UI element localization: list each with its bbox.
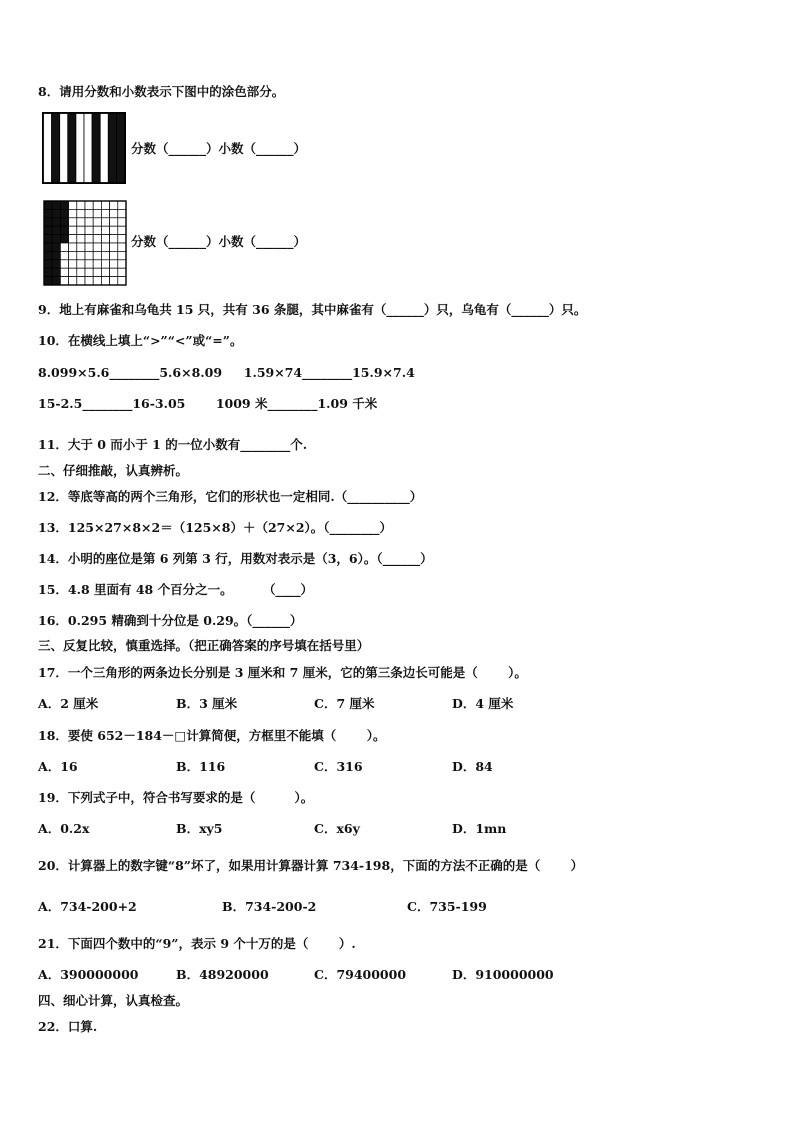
question-18-option-b: B．116 xyxy=(176,759,226,774)
question-19-option-a: A．0.2x xyxy=(38,821,90,836)
grid-figure xyxy=(43,200,127,286)
grid-cell xyxy=(60,218,68,226)
grid-cell xyxy=(118,226,126,234)
grid-cell xyxy=(69,268,77,276)
stripe-column xyxy=(68,114,76,183)
stripe-column xyxy=(100,114,108,183)
grid-cell xyxy=(110,226,118,234)
grid-cell xyxy=(77,268,85,276)
grid-cell xyxy=(101,277,109,285)
grid-cell xyxy=(60,243,68,251)
grid-cell xyxy=(93,235,101,243)
grid-cell xyxy=(52,209,60,217)
grid-cell xyxy=(85,243,93,251)
question-12-text: 12．等底等高的两个三角形，它们的形状也一定相同.（__________） xyxy=(38,489,423,504)
question-19-text: 19．下列式子中，符合书写要求的是（ ）。 xyxy=(38,790,314,805)
grid-cell xyxy=(52,243,60,251)
question-18-option-c: C．316 xyxy=(314,759,363,774)
grid-cell xyxy=(77,226,85,234)
grid-cell xyxy=(44,260,52,268)
grid-cell xyxy=(110,209,118,217)
question-17-option-c: C．7 厘米 xyxy=(314,696,375,711)
question-20-text: 20．计算器上的数字键“8”坏了，如果用计算器计算 734-198，下面的方法不正确的是（ ） xyxy=(38,858,584,873)
grid-cell xyxy=(77,251,85,259)
question-21-text: 21．下面四个数中的“9”，表示 9 个十万的是（ ）. xyxy=(38,936,356,951)
question-10-text: 10．在横线上填上“>”“<”或“=”。 xyxy=(38,333,243,348)
grid-cell xyxy=(77,201,85,209)
grid-cell xyxy=(93,251,101,259)
grid-cell xyxy=(69,201,77,209)
question-19-option-d: D．1mn xyxy=(452,821,507,836)
grid-cell xyxy=(77,277,85,285)
grid-cell xyxy=(44,235,52,243)
grid-cell xyxy=(118,243,126,251)
grid-cell xyxy=(77,235,85,243)
question-18-text: 18．要使 652－184－□计算简便，方框里不能填（ ）。 xyxy=(38,728,386,743)
grid-cell xyxy=(52,268,60,276)
grid-cell xyxy=(118,209,126,217)
stripe-column xyxy=(76,114,84,183)
question-14-text: 14．小明的座位是第 6 列第 3 行，用数对表示是（3，6）。（______） xyxy=(38,551,433,566)
grid-cell xyxy=(93,209,101,217)
grid-cell xyxy=(44,226,52,234)
question-10-row1: 8.099×5.6________5.6×8.09 1.59×74________15.9×7.4 xyxy=(38,365,415,380)
grid-cell xyxy=(44,218,52,226)
grid-cell xyxy=(110,218,118,226)
grid-cell xyxy=(85,260,93,268)
grid-cell xyxy=(52,260,60,268)
section-4-heading: 四、细心计算，认真检查。 xyxy=(38,993,189,1008)
grid-cell xyxy=(101,218,109,226)
grid-cell xyxy=(93,243,101,251)
grid-cell xyxy=(118,201,126,209)
question-17-option-a: A．2 厘米 xyxy=(38,696,99,711)
grid-cell xyxy=(69,277,77,285)
grid-cell xyxy=(60,226,68,234)
grid-cell xyxy=(52,235,60,243)
grid-cell xyxy=(69,260,77,268)
question-17-option-d: D．4 厘米 xyxy=(452,696,514,711)
question-16-text: 16．0.295 精确到十分位是 0.29。（______） xyxy=(38,613,303,628)
grid-cell xyxy=(118,235,126,243)
grid-cell xyxy=(69,243,77,251)
question-20-option-b: B．734-200-2 xyxy=(222,899,317,914)
grid-cell xyxy=(69,218,77,226)
grid-cell xyxy=(93,277,101,285)
grid-cell xyxy=(118,277,126,285)
question-21-option-a: A．390000000 xyxy=(38,967,139,982)
stripe-column xyxy=(84,114,92,183)
stripe-column xyxy=(116,114,124,183)
grid-cell xyxy=(69,235,77,243)
grid-cell xyxy=(52,251,60,259)
question-15-text: 15．4.8 里面有 48 个百分之一。 （____） xyxy=(38,582,314,597)
question-18-option-d: D．84 xyxy=(452,759,493,774)
grid-cell xyxy=(85,268,93,276)
question-17-option-b: B．3 厘米 xyxy=(176,696,238,711)
grid-cell xyxy=(60,268,68,276)
grid-cell xyxy=(101,226,109,234)
stripe-column xyxy=(92,114,100,183)
grid-cell xyxy=(110,235,118,243)
grid-cell xyxy=(101,209,109,217)
grid-cell xyxy=(93,260,101,268)
grid-cell xyxy=(44,277,52,285)
grid-cell xyxy=(77,243,85,251)
grid-cell xyxy=(77,260,85,268)
question-21-option-c: C．79400000 xyxy=(314,967,407,982)
grid-cell xyxy=(110,201,118,209)
question-19-option-b: B．xy5 xyxy=(176,821,223,836)
grid-cell xyxy=(44,209,52,217)
grid-cell xyxy=(85,209,93,217)
grid-cell xyxy=(44,201,52,209)
stripe-column xyxy=(108,114,116,183)
question-8-figure2-label: 分数（______）小数（______） xyxy=(131,234,307,249)
question-18-option-a: A．16 xyxy=(38,759,78,774)
grid-cell xyxy=(101,243,109,251)
grid-cell xyxy=(85,226,93,234)
grid-cell xyxy=(69,251,77,259)
grid-cell xyxy=(85,251,93,259)
question-20-option-a: A．734-200+2 xyxy=(38,899,137,914)
grid-cell xyxy=(85,235,93,243)
grid-cell xyxy=(110,243,118,251)
grid-cell xyxy=(44,268,52,276)
grid-cell xyxy=(44,243,52,251)
grid-cell xyxy=(85,201,93,209)
grid-cell xyxy=(118,218,126,226)
question-22-text: 22．口算. xyxy=(38,1019,98,1034)
question-20-option-c: C．735-199 xyxy=(407,899,487,914)
grid-cell xyxy=(93,218,101,226)
grid-cell xyxy=(110,277,118,285)
grid-cell xyxy=(85,277,93,285)
grid-cell xyxy=(118,260,126,268)
grid-cell xyxy=(52,277,60,285)
stripe-column xyxy=(52,114,60,183)
question-17-text: 17．一个三角形的两条边长分别是 3 厘米和 7 厘米，它的第三条边长可能是（ ）。 xyxy=(38,665,527,680)
grid-cell xyxy=(77,209,85,217)
question-10-row2: 15-2.5________16-3.05 1009 米________1.09 千米 xyxy=(38,396,378,411)
grid-cell xyxy=(69,226,77,234)
grid-cell xyxy=(93,268,101,276)
grid-cell xyxy=(60,235,68,243)
grid-cell xyxy=(118,251,126,259)
grid-cell xyxy=(60,251,68,259)
section-2-heading: 二、仔细推敲，认真辨析。 xyxy=(38,463,189,478)
grid-cell xyxy=(60,260,68,268)
grid-cell xyxy=(93,226,101,234)
question-8-figure1-label: 分数（______）小数（______） xyxy=(131,141,307,156)
grid-cell xyxy=(101,260,109,268)
grid-cell xyxy=(101,235,109,243)
question-19-option-c: C．x6y xyxy=(314,821,360,836)
section-3-heading: 三、反复比较，慎重选择。（把正确答案的序号填在括号里） xyxy=(38,638,370,653)
grid-cell xyxy=(77,218,85,226)
grid-cell xyxy=(60,201,68,209)
stripe-column xyxy=(44,114,52,183)
grid-cell xyxy=(44,251,52,259)
question-21-option-d: D．910000000 xyxy=(452,967,554,982)
grid-cell xyxy=(52,226,60,234)
grid-cell xyxy=(69,209,77,217)
stripe-column xyxy=(60,114,68,183)
grid-cell xyxy=(60,277,68,285)
grid-cell xyxy=(101,268,109,276)
grid-cell xyxy=(93,201,101,209)
grid-cell xyxy=(60,209,68,217)
grid-cell xyxy=(118,268,126,276)
question-13-text: 13．125×27×8×2＝（125×8）＋（27×2）。（________） xyxy=(38,520,393,535)
grid-cell xyxy=(101,201,109,209)
grid-cell xyxy=(110,268,118,276)
question-9-text: 9．地上有麻雀和乌龟共 15 只，共有 36 条腿，其中麻雀有（______）只，乌龟有（______）只。 xyxy=(38,302,587,317)
stripe-figure xyxy=(42,112,126,184)
question-8-text: 8．请用分数和小数表示下图中的涂色部分。 xyxy=(38,84,285,99)
grid-cell xyxy=(52,218,60,226)
question-21-option-b: B．48920000 xyxy=(176,967,269,982)
grid-cell xyxy=(110,260,118,268)
grid-cell xyxy=(85,218,93,226)
question-11-text: 11．大于 0 而小于 1 的一位小数有________个. xyxy=(38,437,308,452)
grid-cell xyxy=(110,251,118,259)
grid-cell xyxy=(101,251,109,259)
grid-cell xyxy=(52,201,60,209)
